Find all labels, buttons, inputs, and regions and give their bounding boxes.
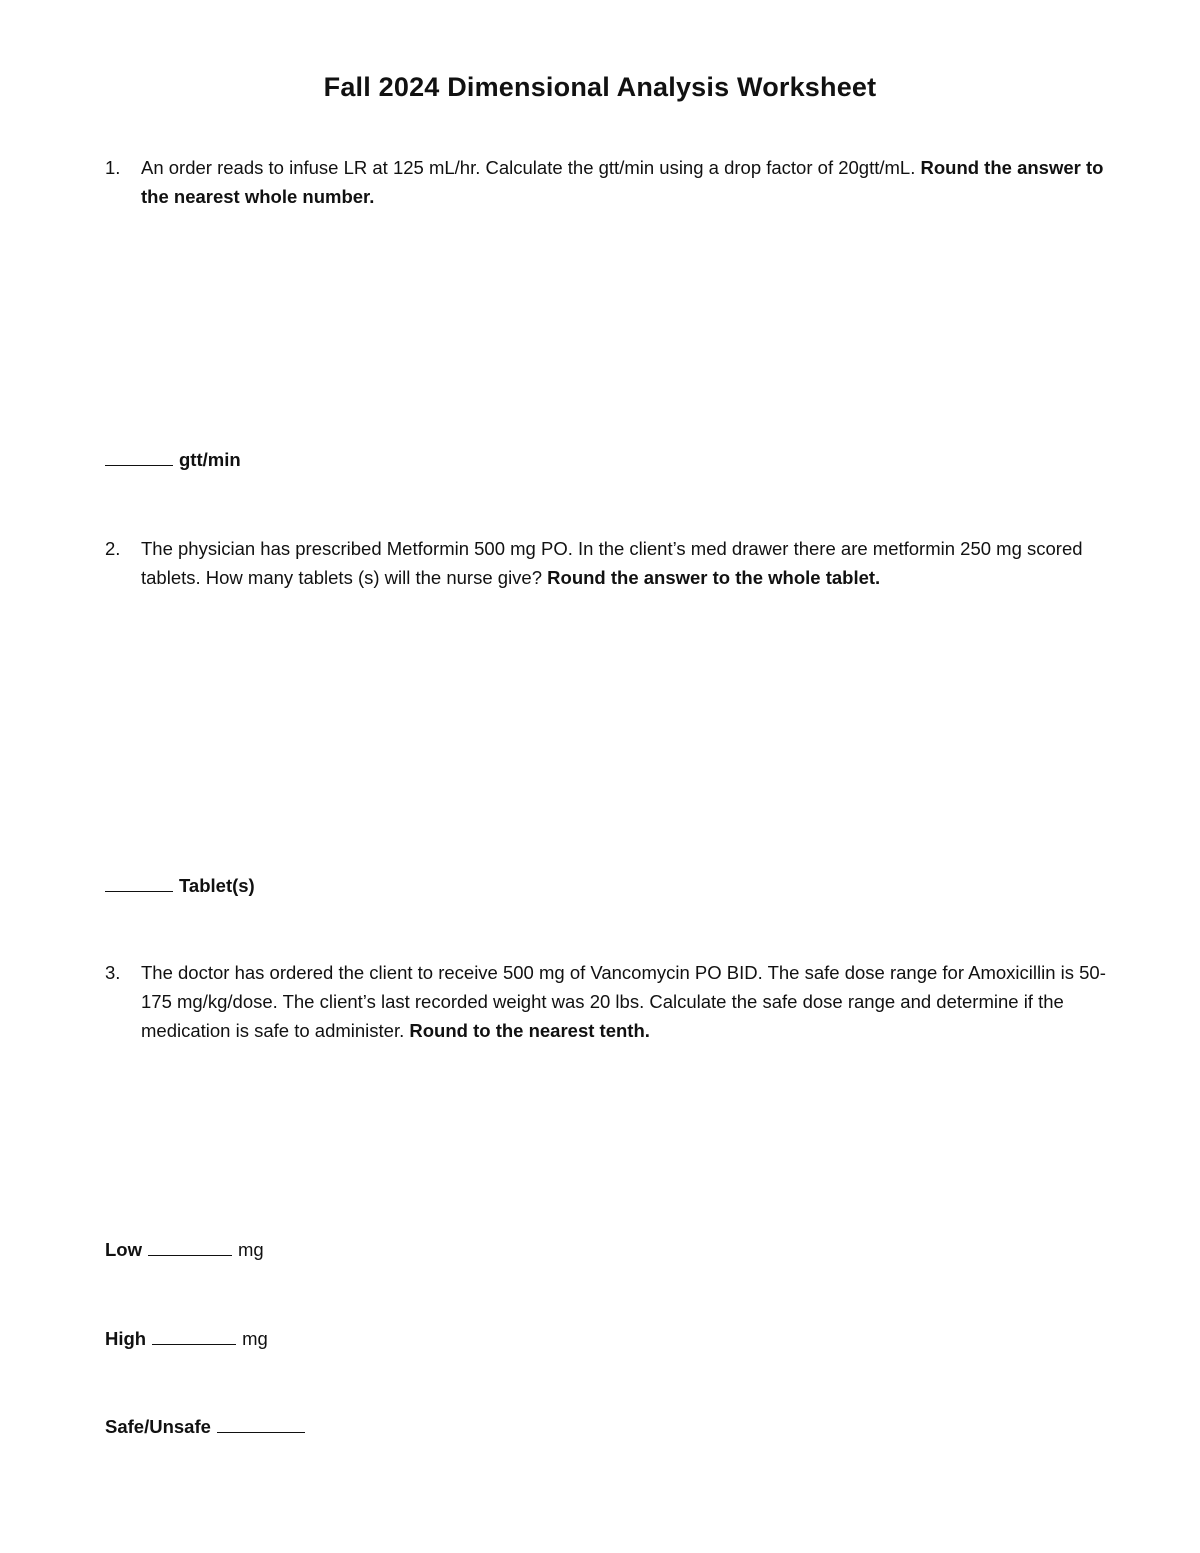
question-body: The doctor has ordered the client to receive 500 mg of Vancomycin PO BID. The safe dose range for Amoxicillin is 50-175 mg/kg/dose. The client’s last recorded weight was 20 lbs. Calculate the safe dose range and determine if the medication is safe to administer.: [141, 962, 1106, 1041]
page-title: Fall 2024 Dimensional Analysis Worksheet: [323, 72, 877, 102]
low-label: Low: [105, 1239, 142, 1260]
rounding-instruction: Round the answer to the nearest whole number.: [141, 157, 1104, 207]
safe-blank[interactable]: [217, 1412, 305, 1433]
question-number: 3.: [105, 962, 121, 983]
high-blank[interactable]: [152, 1324, 236, 1345]
question-number: 1.: [105, 157, 121, 178]
question-3: [105, 958, 1135, 1045]
answer-blank[interactable]: [105, 445, 173, 466]
answer-unit: Tablet(s): [179, 875, 255, 896]
high-label: High: [105, 1328, 147, 1349]
answer-q1: [105, 445, 241, 474]
answer-q2: [105, 871, 255, 900]
question-text: [141, 534, 1135, 592]
answer-blank[interactable]: [105, 871, 173, 892]
rounding-instruction: Round the answer to the whole tablet.: [547, 567, 881, 588]
high-unit: mg: [242, 1328, 268, 1349]
question-text: [141, 958, 1135, 1045]
low-blank[interactable]: [148, 1235, 232, 1256]
question-body: An order reads to infuse LR at 125 mL/hr. Calculate the gtt/min using a drop factor of 20gtt/mL.: [141, 157, 921, 178]
question-2: [105, 534, 1135, 592]
answer-unit: gtt/min: [179, 449, 241, 470]
answer-safe: [105, 1412, 305, 1441]
answer-high: [105, 1324, 268, 1353]
safe-label: Safe/Unsafe: [105, 1416, 211, 1437]
question-number: 2.: [105, 538, 121, 559]
rounding-instruction: Round to the nearest tenth.: [409, 1020, 650, 1041]
answer-low: [105, 1235, 264, 1264]
question-body: The physician has prescribed Metformin 500 mg PO. In the client’s med drawer there are metformin 250 mg scored tablets. How many tablets (s) will the nurse give?: [141, 538, 1083, 588]
question-1: [105, 153, 1135, 211]
question-text: [141, 153, 1135, 211]
low-unit: mg: [238, 1239, 264, 1260]
